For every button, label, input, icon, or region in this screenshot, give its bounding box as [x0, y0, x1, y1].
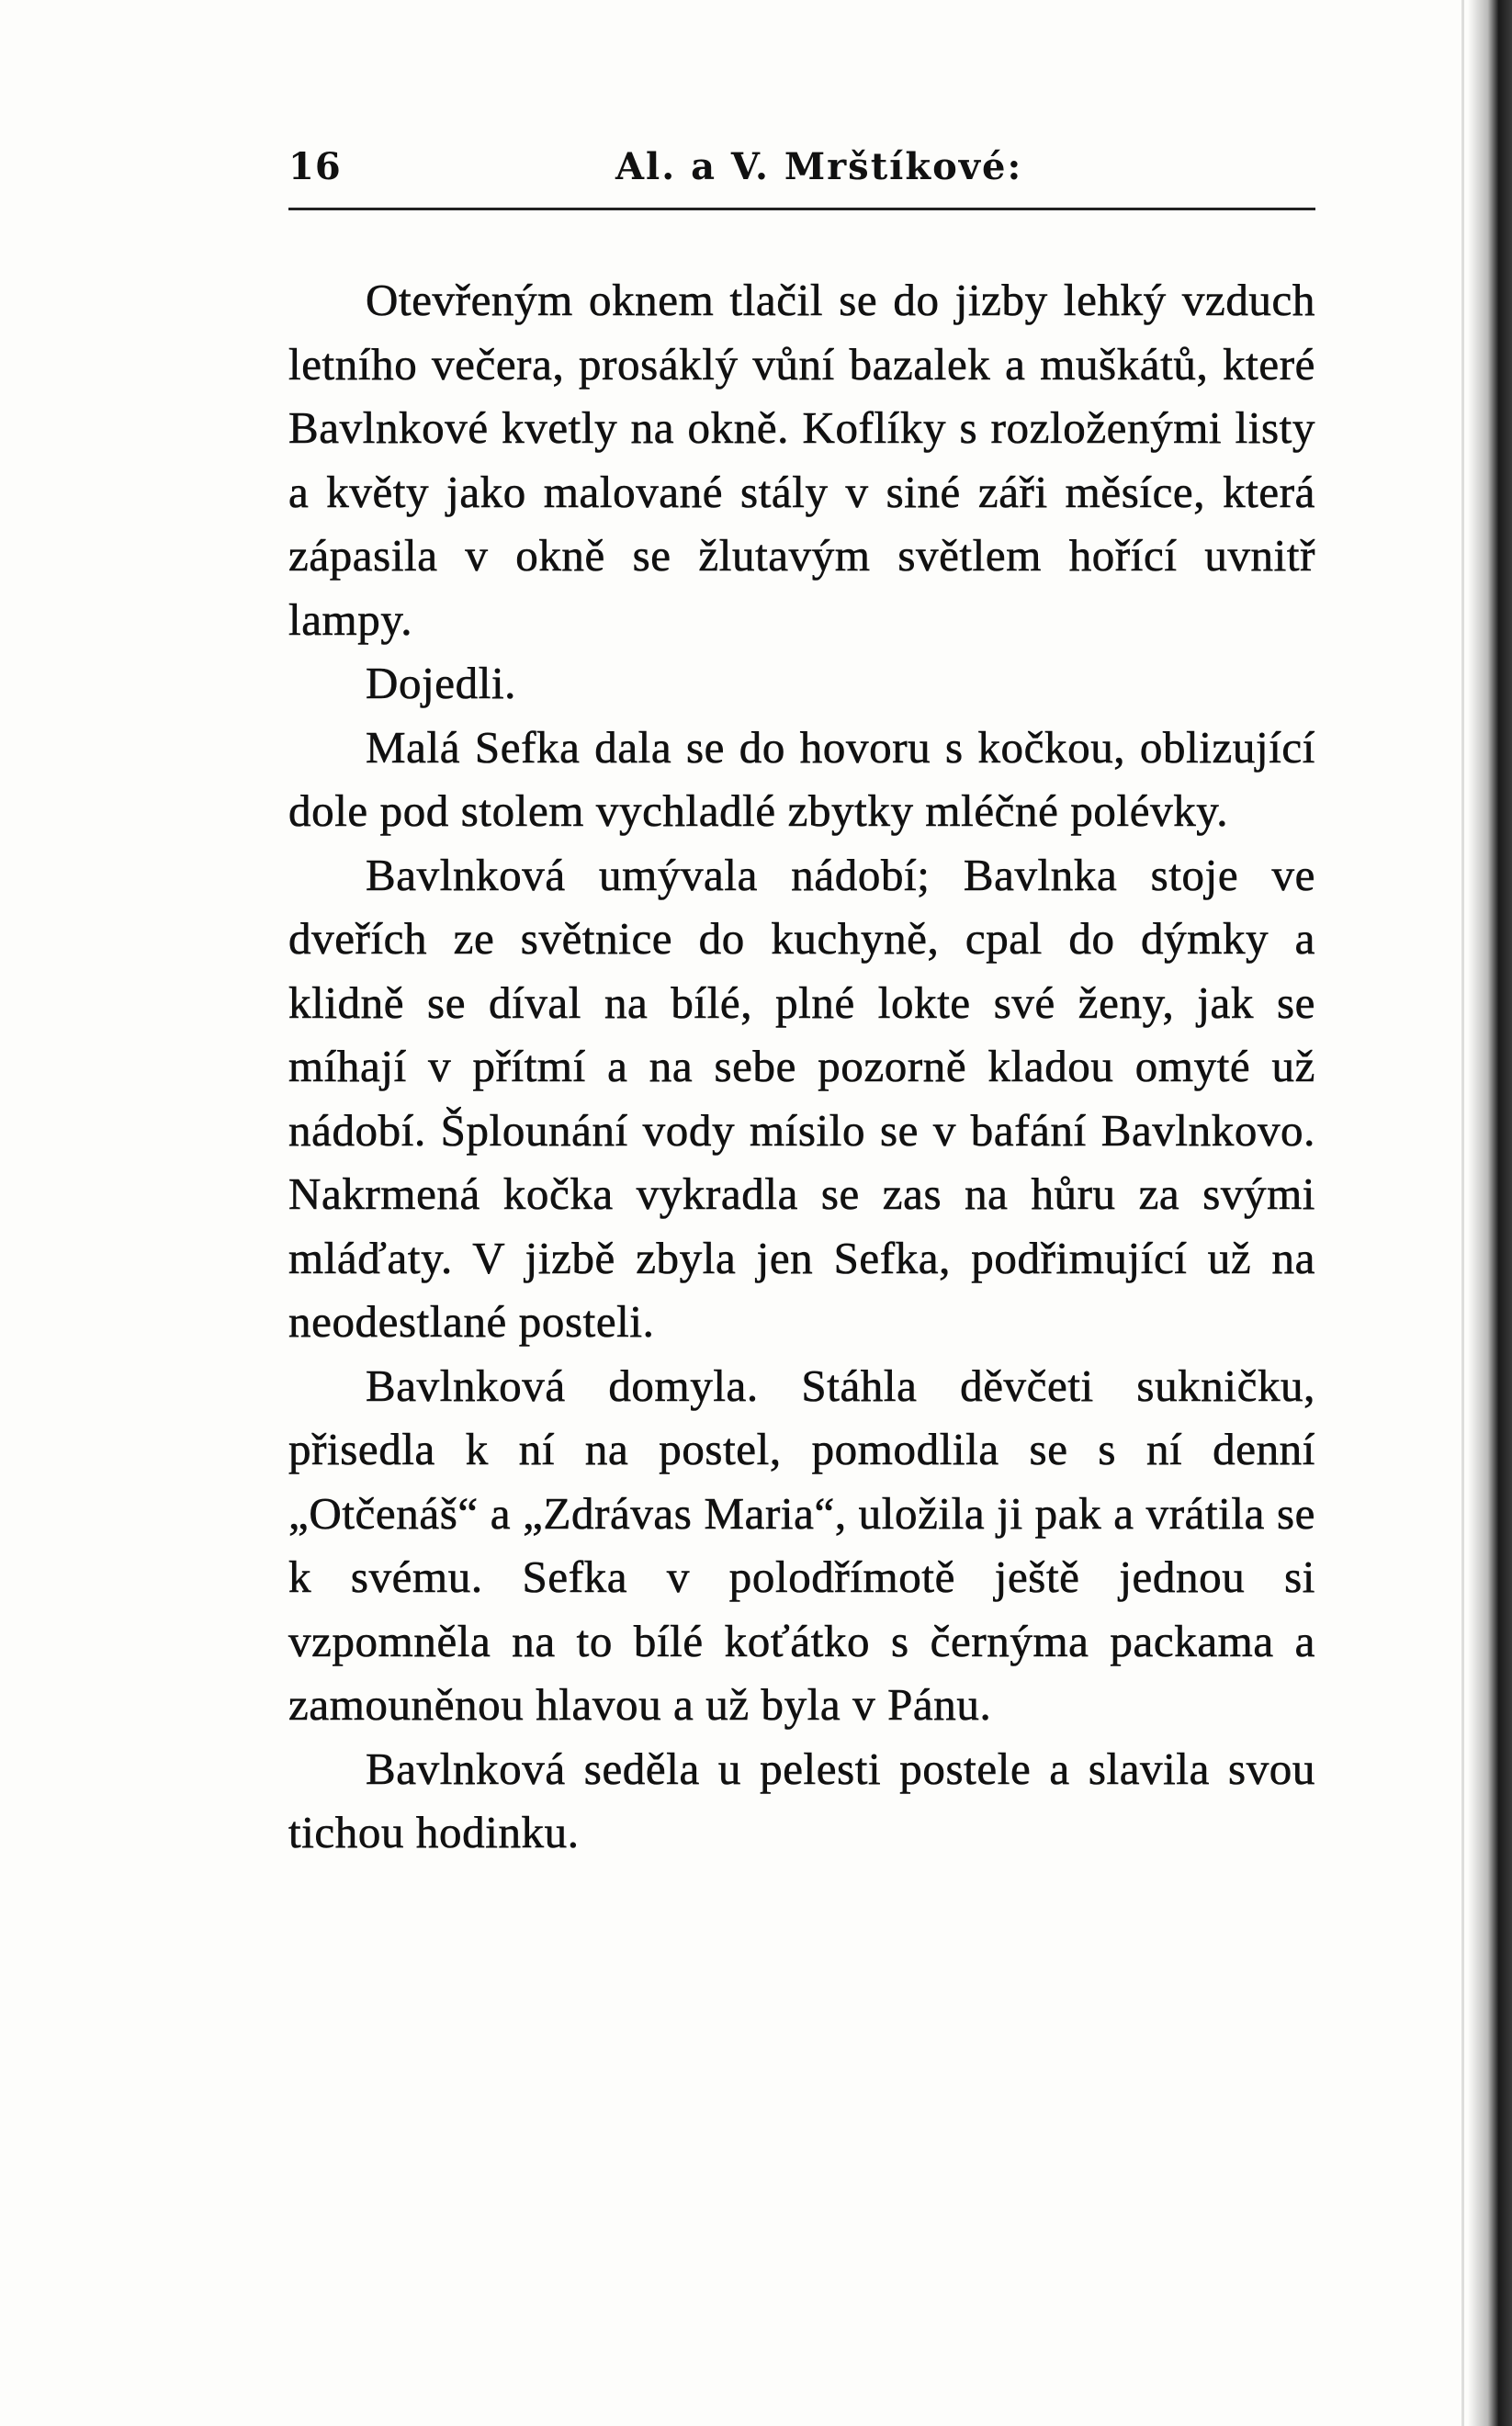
- paragraph: Bavlnková domyla. Stáhla děvčeti sukničku, přisedla k ní na postel, pomodlila se s ní denní „Otčenáš“ a „Zdrávas Maria“, uložila ji pak a vrátila se k svému. Sefka v polodřímotě ještě jednou si vzpomněla na to bílé koťátko s černýma packama a zamouněnou hlavou a už byla v Pánu.: [288, 1360, 1315, 1730]
- page-fold-line: [1461, 0, 1464, 2426]
- page-number: 16: [288, 145, 342, 188]
- paragraph: Bavlnková umývala nádobí; Bavlnka stoje ve dveřích ze světnice do kuchyně, cpal do dýmky a klidně se díval na bílé, plné lokte své ženy, jak se míhají v přítmí a na sebe pozorně kladou omyté už nádobí. Šplounání vody mísilo se v bafání Bavlnkovo. Nakrmená kočka vykradla se zas na hůru za svými mláďaty. V jizbě zbyla jen Sefka, podřimující už na neodestlané posteli.: [288, 849, 1315, 1347]
- header-rule: [288, 208, 1315, 210]
- running-title: Al. a V. Mrštíkové:: [615, 145, 1023, 188]
- binding-edge-shadow: [1468, 0, 1512, 2426]
- body-text: [288, 268, 1315, 1865]
- paragraph: Bavlnková seděla u pelesti postele a slavila svou tichou hodinku.: [288, 1743, 1315, 1857]
- paragraph: Otevřeným oknem tlačil se do jizby lehký vzduch letního večera, prosáklý vůní bazalek a muškátů, které Bavlnkové kvetly na okně. Koflíky s rozloženými listy a květy jako malované stály v siné záři měsíce, která zápasila v okně se žlutavým světlem hořící uvnitř lampy.: [288, 275, 1315, 645]
- paragraph: Malá Sefka dala se do hovoru s kočkou, oblizující dole pod stolem vychladlé zbytky mléčné polévky.: [288, 721, 1315, 836]
- paragraph: Dojedli.: [366, 658, 517, 708]
- page-header: [288, 145, 1315, 193]
